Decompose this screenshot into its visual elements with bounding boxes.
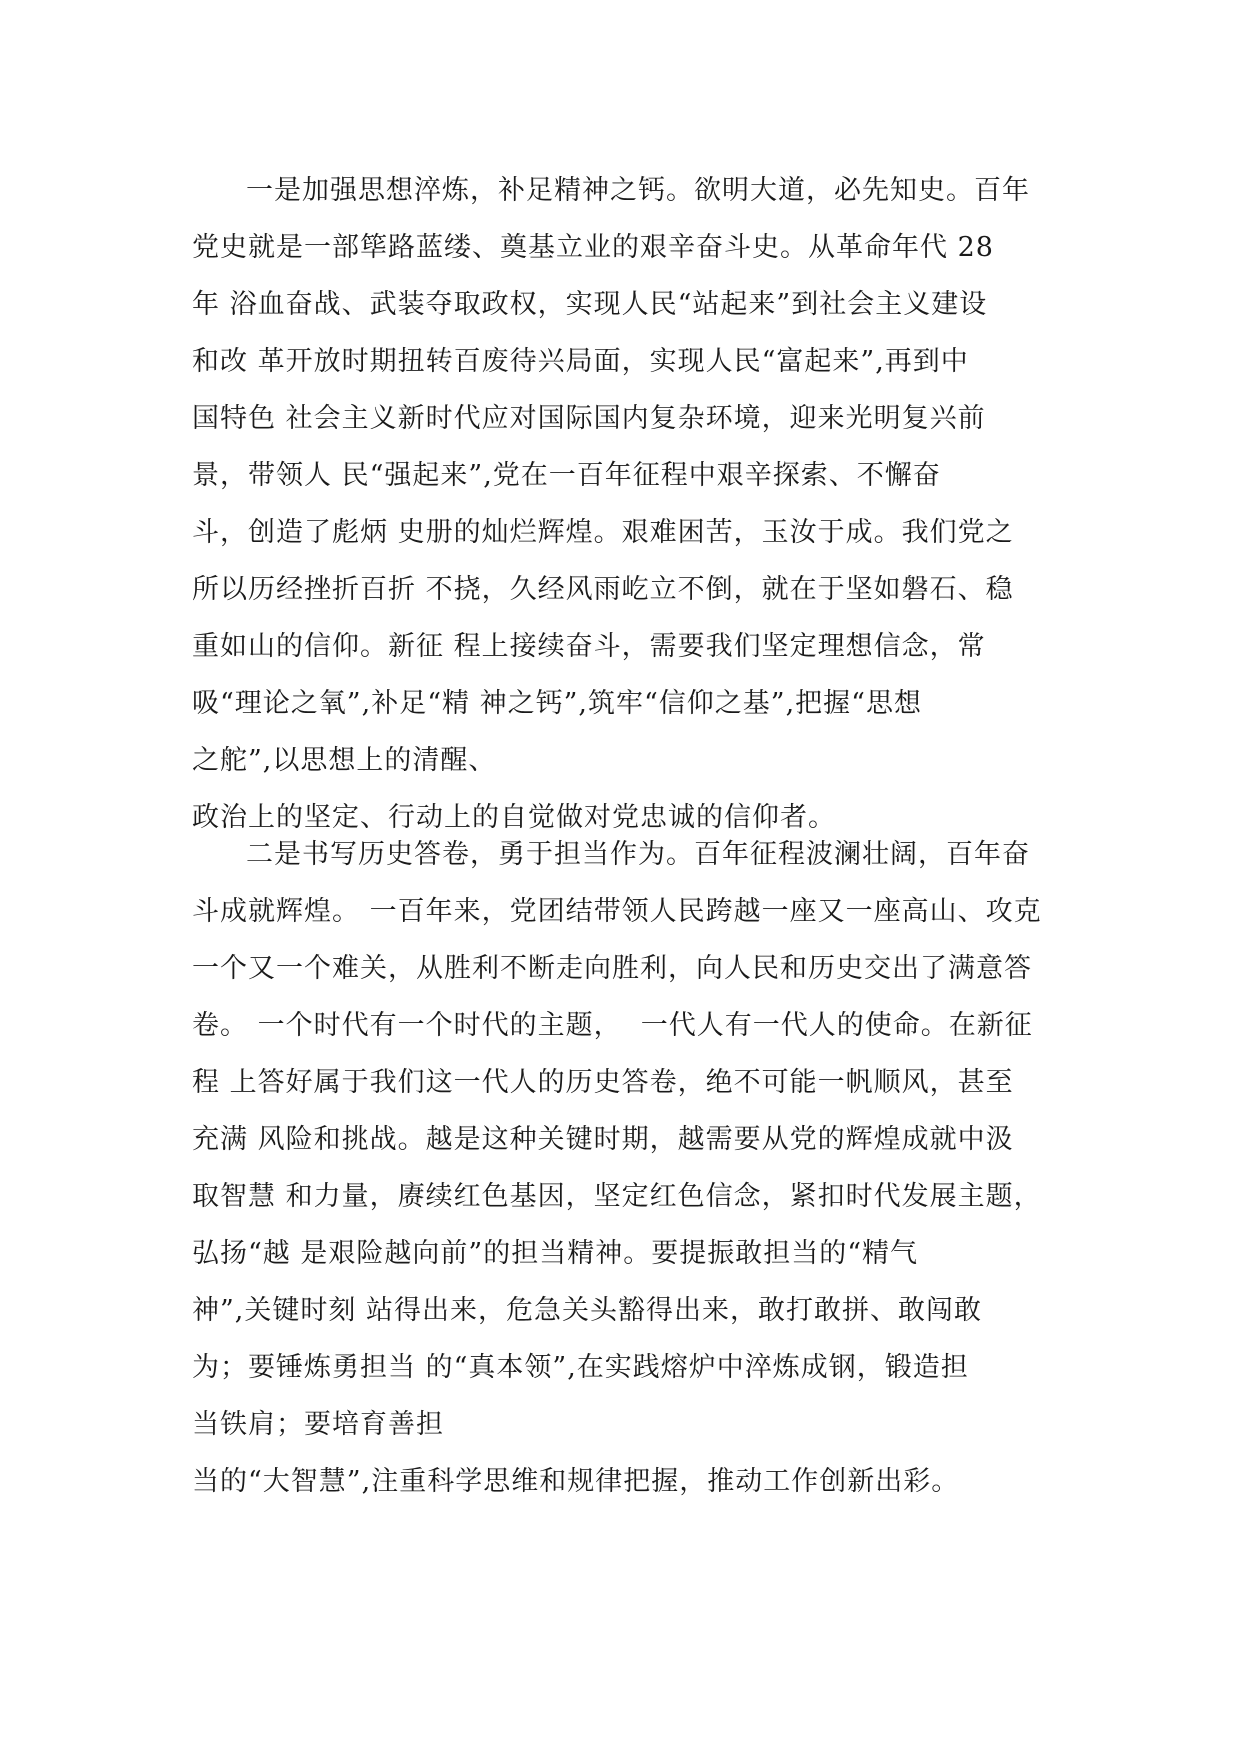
text-line: 所以历经挫折百折 不挠，久经风雨屹立不倒，就在于坚如磐石、稳 (192, 574, 1014, 605)
text-line: 和改 革开放时期扭转百废待兴局面，实现人民“富起来”,再到中 (192, 346, 969, 377)
text-line: 斗，创造了彪炳 史册的灿烂辉煌。艰难困苦，玉汝于成。我们党之 (192, 517, 1014, 548)
text-line: 重如山的信仰。新征 程上接续奋斗，需要我们坚定理想信念，常 (192, 631, 986, 662)
text-line: 国特色 社会主义新时代应对国际国内复杂环境，迎来光明复兴前 (192, 403, 986, 434)
paragraph-thought-tempering (192, 162, 1072, 846)
text-line: 政治上的坚定、行动上的自觉做对党忠诚的信仰者。 (192, 802, 836, 833)
text-line: 景，带领人 民“强起来”,党在一百年征程中艰辛探索、不懈奋 (192, 460, 941, 491)
text-line: 吸“理论之氧”,补足“精 神之钙”,筑牢“信仰之基”,把握“思想 (192, 688, 922, 719)
text-line: 党史就是一部筚路蓝缕、奠基立业的艰辛奋斗史。从革命年代 28 (192, 232, 994, 263)
text-line: 神”,关键时刻 站得出来，危急关头豁得出来，敢打敢拼、敢闯敢 (192, 1295, 982, 1326)
text-line: 卷。 一个时代有一个时代的主题， 一代人有一代人的使命。在新征 (192, 1010, 1033, 1041)
text-line: 一是加强思想淬炼，补足精神之钙。欲明大道，必先知史。百年 (246, 175, 1030, 206)
text-line: 年 浴血奋战、武装夺取政权，实现人民“站起来”到社会主义建设 (192, 289, 988, 320)
text-line: 为；要锤炼勇担当 的“真本领”,在实践熔炉中淬炼成钢，锻造担 (192, 1352, 969, 1383)
text-line: 二是书写历史答卷，勇于担当作为。百年征程波澜壮阔，百年奋 (246, 839, 1030, 870)
text-line: 一个又一个难关，从胜利不断走向胜利，向人民和历史交出了满意答 (192, 953, 1032, 984)
text-line: 取智慧 和力量，赓续红色基因，坚定红色信念，紧扣时代发展主题， (192, 1181, 1042, 1212)
text-line: 弘扬“越 是艰险越向前”的担当精神。要提振敢担当的“精气 (192, 1238, 918, 1269)
paragraph-history-answer (192, 826, 1072, 1510)
text-line: 程 上答好属于我们这一代人的历史答卷，绝不可能一帆顺风，甚至 (192, 1067, 1014, 1098)
text-line: 斗成就辉煌。 一百年来，党团结带领人民跨越一座又一座高山、攻克 (192, 896, 1042, 927)
text-line: 充满 风险和挑战。越是这种关键时期，越需要从党的辉煌成就中汲 (192, 1124, 1014, 1155)
text-line: 当铁肩；要培育善担 (192, 1409, 444, 1440)
text-line: 之舵”,以思想上的清醒、 (192, 745, 497, 776)
text-line: 当的“大智慧”,注重科学思维和规律把握，推动工作创新出彩。 (192, 1466, 960, 1497)
